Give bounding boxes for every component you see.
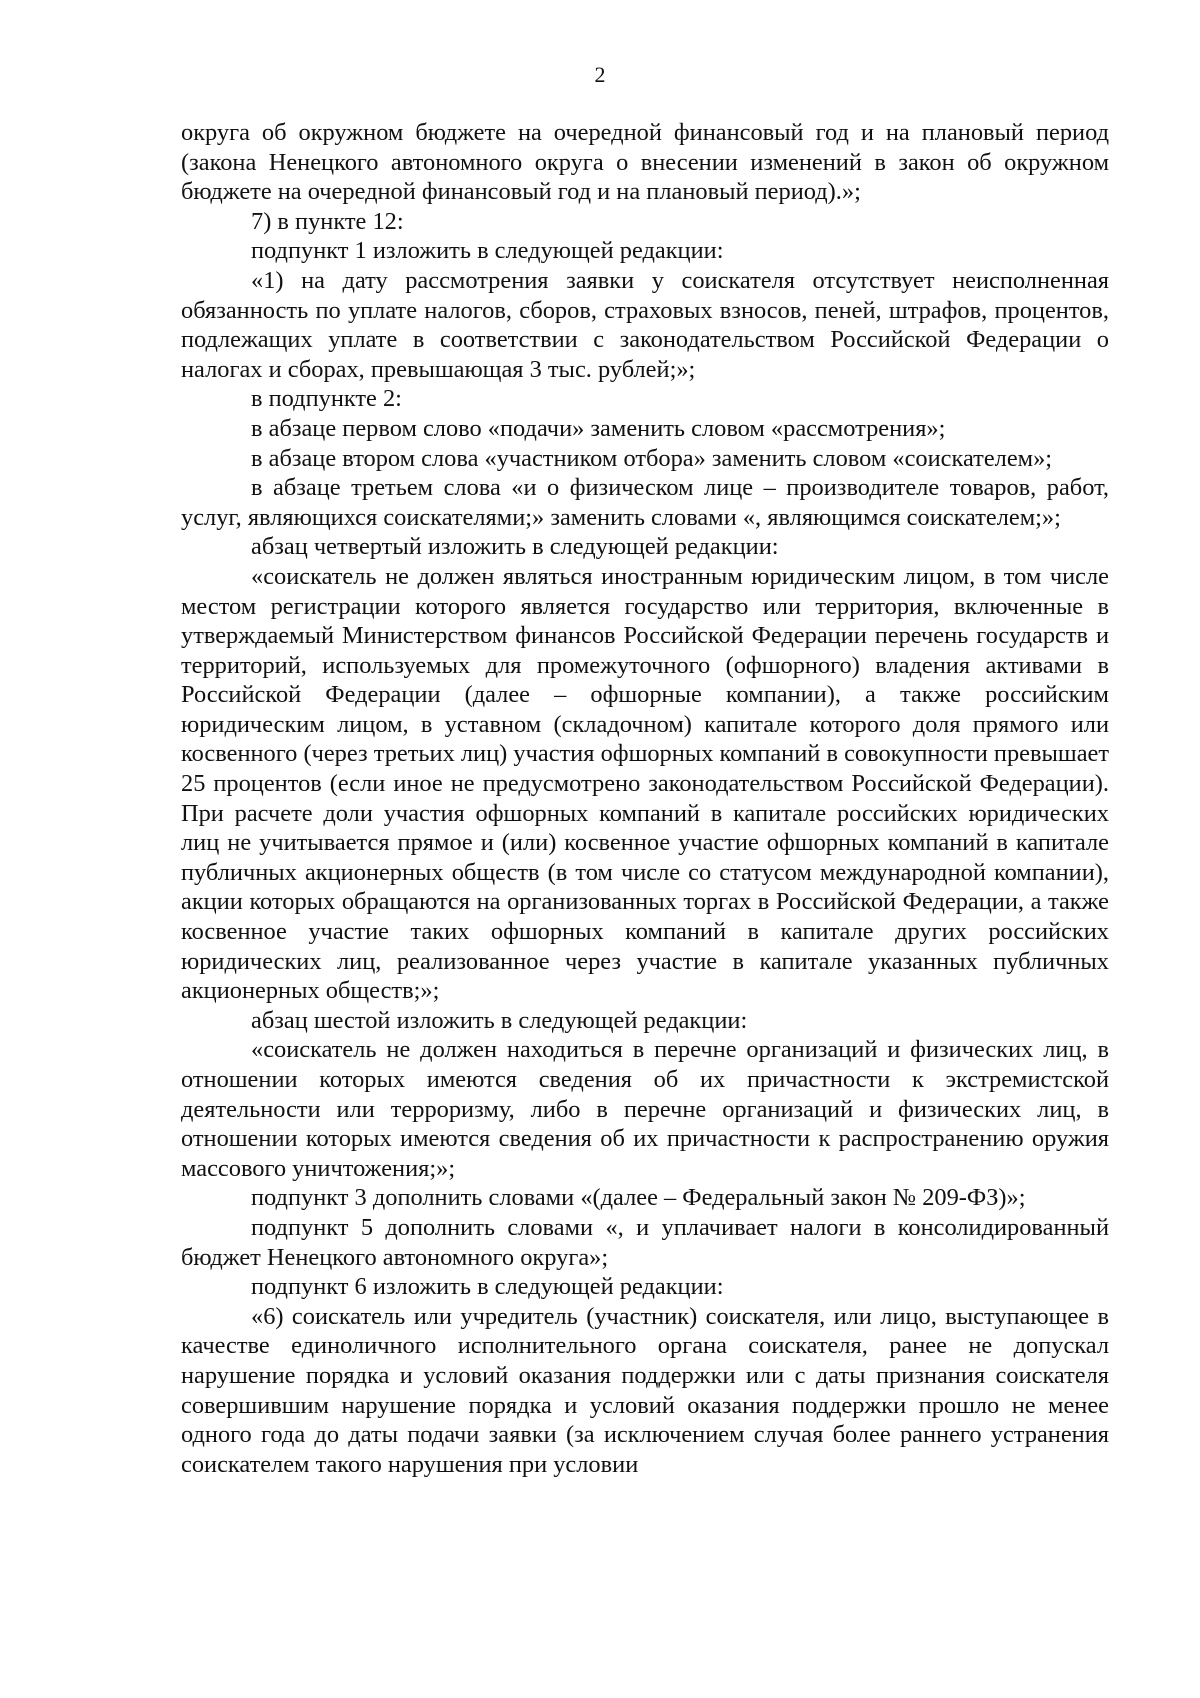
paragraph-9: абзац четвертый изложить в следующей редакции: [251,533,779,561]
paragraph-7: в абзаце втором слова «участником отбора» заменить словом «соискателем»; [251,444,1053,472]
paragraph-14: подпункт 5 дополнить словами «, и уплачивает налоги в консолидированный бюджет Ненецкого автономного округа»; [181,1213,1109,1271]
paragraph-4: «1) на дату рассмотрения заявки у соискателя отсутствует неисполненная обязанность по уплате налогов, сборов, страховых взносов, пеней, штрафов, процентов, подлежащих уплате в соответствии с законодательством Российской Федерации о налогах и сборах, превышающая 3 тыс. рублей;»; [181,266,1109,383]
paragraph-1: округа об окружном бюджете на очередной финансовый год и на плановый период (закона Ненецкого автономного округа о внесении изменений в закон об окружном бюджете на очередной финансовый год и на плановый период).»; [181,119,1109,206]
page-number: 2 [594,62,606,87]
document-body [181,118,1109,1479]
paragraph-6: в абзаце первом слово «подачи» заменить словом «рассмотрения»; [251,414,946,442]
paragraph-3: подпункт 1 изложить в следующей редакции: [251,237,724,265]
paragraph-12: «соискатель не должен находиться в перечне организаций и физических лиц, в отношении которых имеются сведения об их причастности к экстремистской деятельности или терроризму, либо в перечне организаций и физических лиц, в отношении которых имеются сведения об их причастности к распространению оружия массового уничтожения;»; [181,1036,1109,1182]
paragraph-13: подпункт 3 дополнить словами «(далее – Федеральный закон № 209-ФЗ)»; [251,1184,1026,1212]
paragraph-16: «6) соискатель или учредитель (участник) соискателя, или лицо, выступающее в качестве единоличного исполнительного органа соискателя, ранее не допускал нарушение порядка и условий оказания поддержки или с даты признания соискателя совершившим нарушение порядка и условий оказания поддержки прошло не менее одного года до даты подачи заявки (за исключением случая более раннего устранения соискателем такого нарушения при условии [181,1302,1109,1478]
paragraph-2: 7) в пункте 12: [251,207,404,235]
paragraph-11: абзац шестой изложить в следующей редакции: [251,1006,748,1034]
paragraph-15: подпункт 6 изложить в следующей редакции: [251,1273,724,1301]
paragraph-8: в абзаце третьем слова «и о физическом лице – производителе товаров, работ, услуг, являющихся соискателями;» заменить словами «, являющимся соискателем;»; [181,474,1109,531]
paragraph-10: «соискатель не должен являться иностранным юридическим лицом, в том числе местом регистрации которого является государство или территория, включенные в утверждаемый Министерством финансов Российской Федерации перечень государств и территорий, используемых для промежуточного (офшорного) владения активами в Российской Федерации (далее – офшорные компании), а также российским юридическим лицом, в уставном (складочном) капитале которого доля прямого или косвенного (через третьих лиц) участия офшорных компаний в совокупности превышает 25 процентов (если иное не предусмотрено законодательством Российской Федерации). При расчете доли участия офшорных компаний в капитале российских юридических лиц не учитывается прямое и (или) косвенное участие офшорных компаний в капитале публичных акционерных обществ (в том числе со статусом международной компании), акции которых обращаются на организованных торгах в Российской Федерации, а также косвенное участие таких офшорных компаний в капитале других российских юридических лиц, реализованное через участие в капитале указанных публичных акционерных обществ;»; [181,562,1109,1005]
paragraph-5: в подпункте 2: [251,385,402,413]
